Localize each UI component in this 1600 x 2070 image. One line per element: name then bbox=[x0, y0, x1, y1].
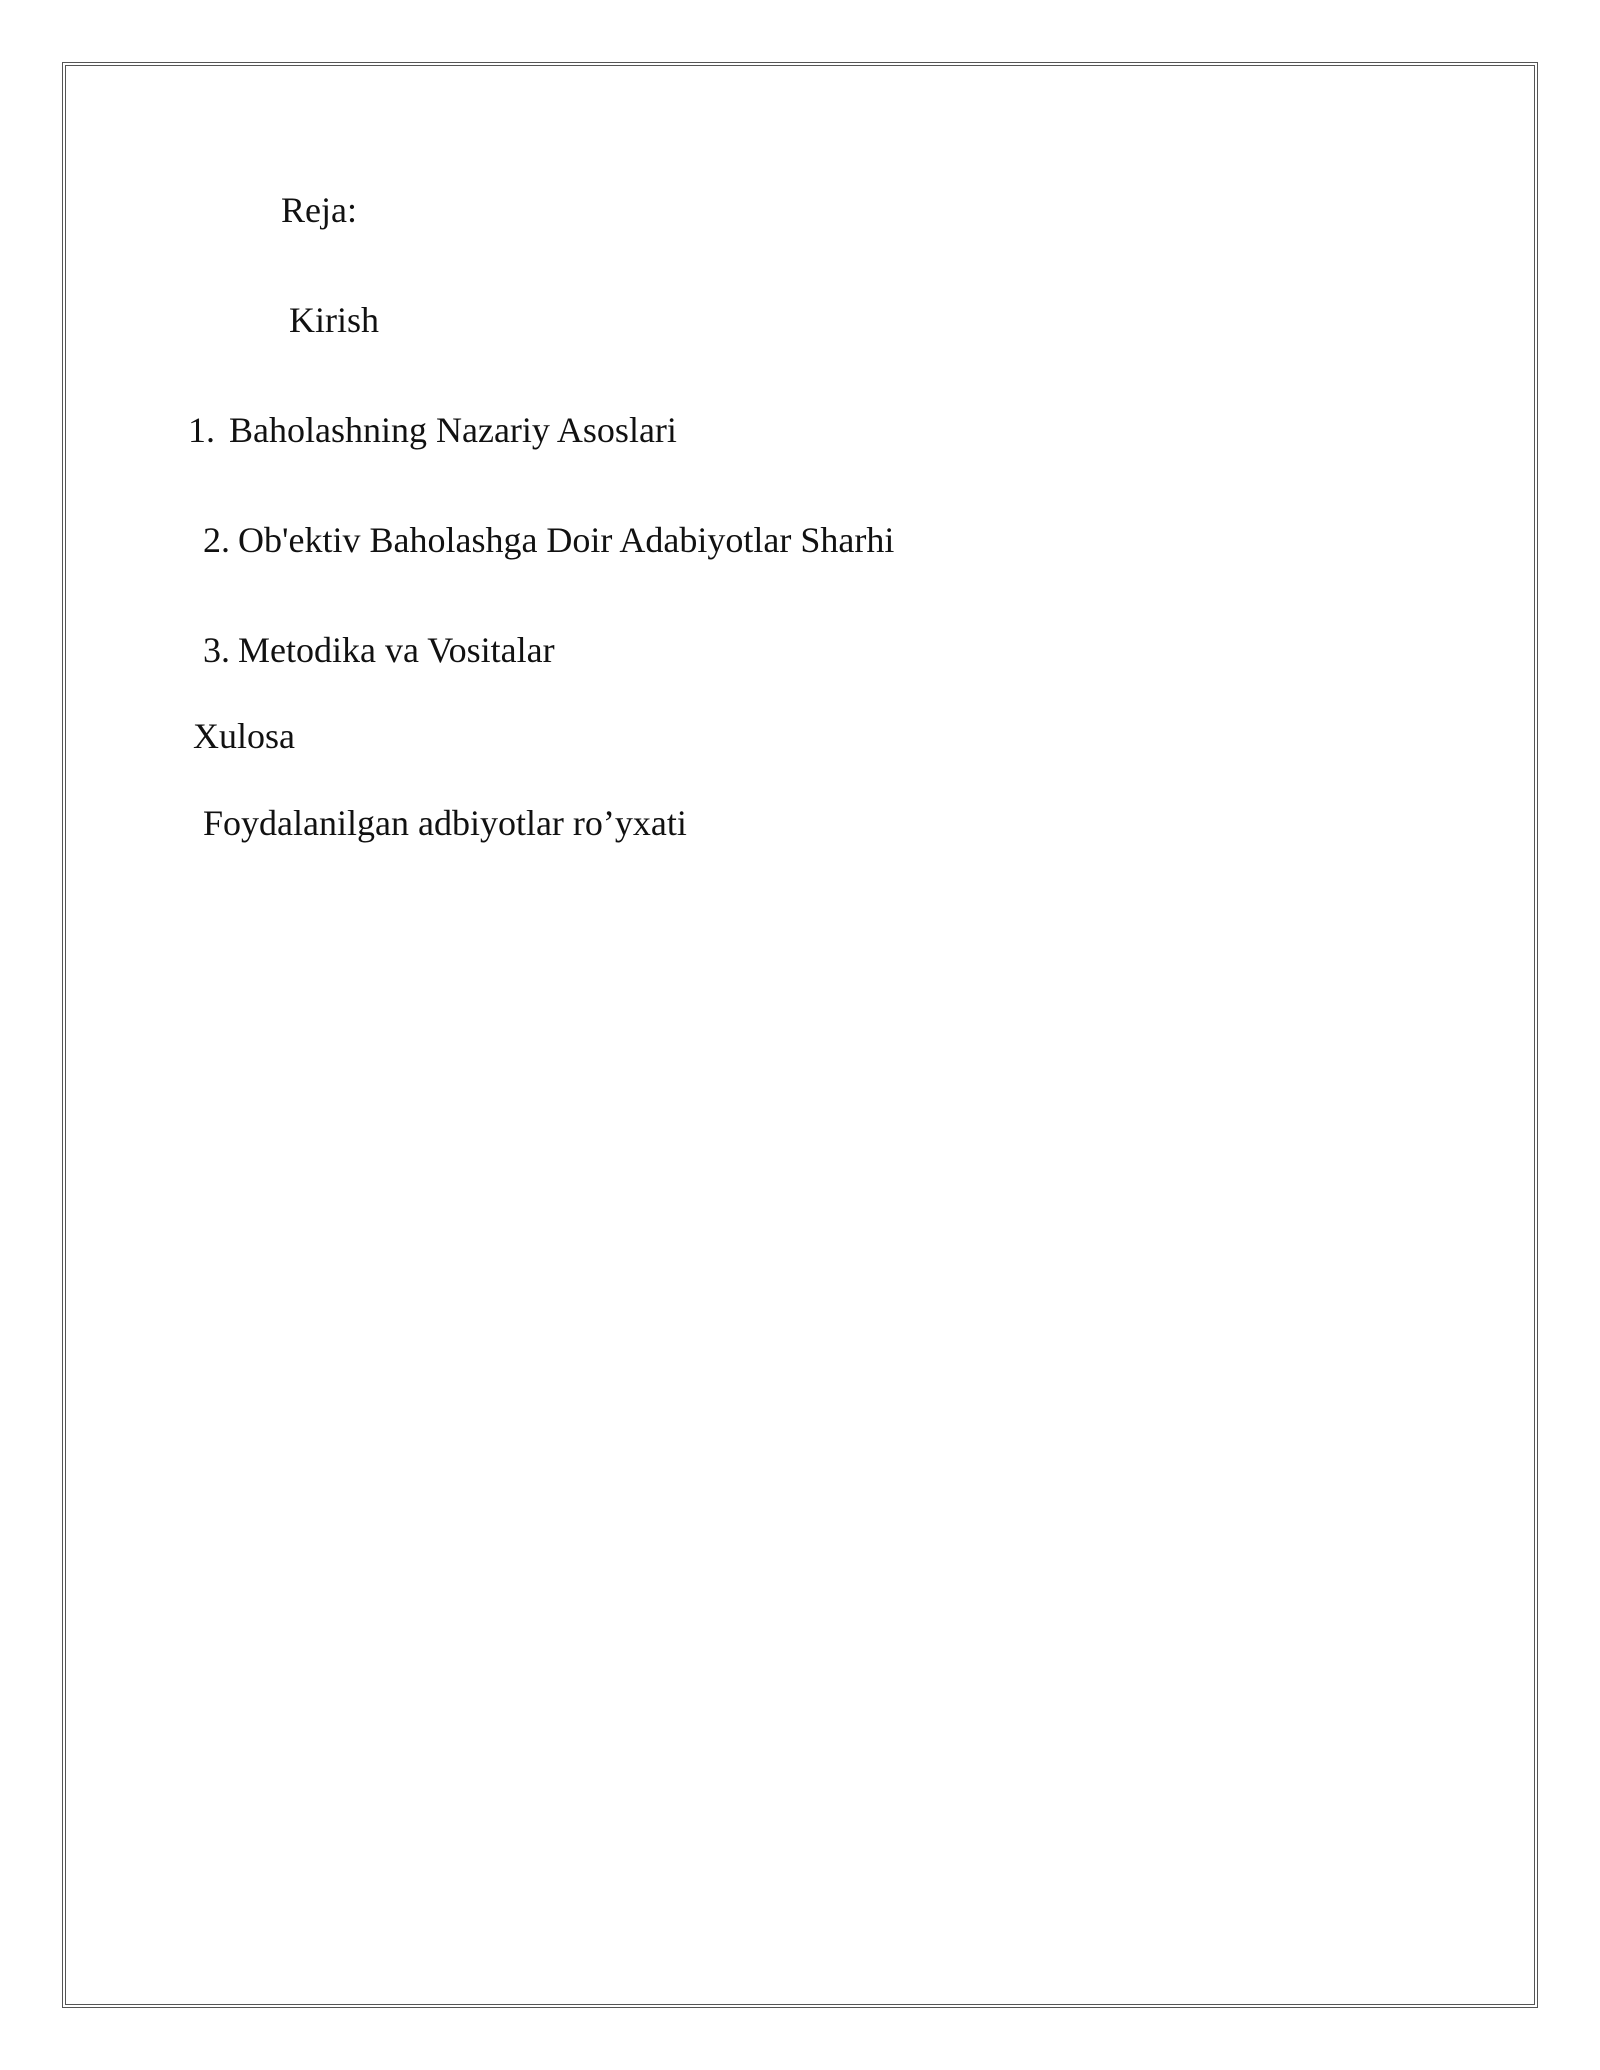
toc-item-number: 1. bbox=[188, 410, 215, 450]
toc-references: Foydalanilgan adbiyotlar ro’yxati bbox=[203, 803, 687, 843]
toc-item-label: Baholashning Nazariy Asoslari bbox=[229, 410, 677, 450]
toc-item-2 bbox=[203, 522, 894, 558]
toc-item-number: 2. bbox=[203, 520, 230, 560]
toc-item-label: Ob'ektiv Baholashga Doir Adabiyotlar Sharhi bbox=[238, 520, 895, 560]
page-border bbox=[62, 62, 1538, 2008]
toc-item-1 bbox=[188, 412, 677, 448]
toc-introduction: Kirish bbox=[289, 300, 379, 340]
toc-conclusion: Xulosa bbox=[193, 716, 295, 756]
toc-item-label: Metodika va Vositalar bbox=[238, 630, 555, 670]
toc-item-3 bbox=[203, 632, 555, 668]
plan-title: Reja: bbox=[281, 190, 357, 230]
toc-item-number: 3. bbox=[203, 630, 230, 670]
